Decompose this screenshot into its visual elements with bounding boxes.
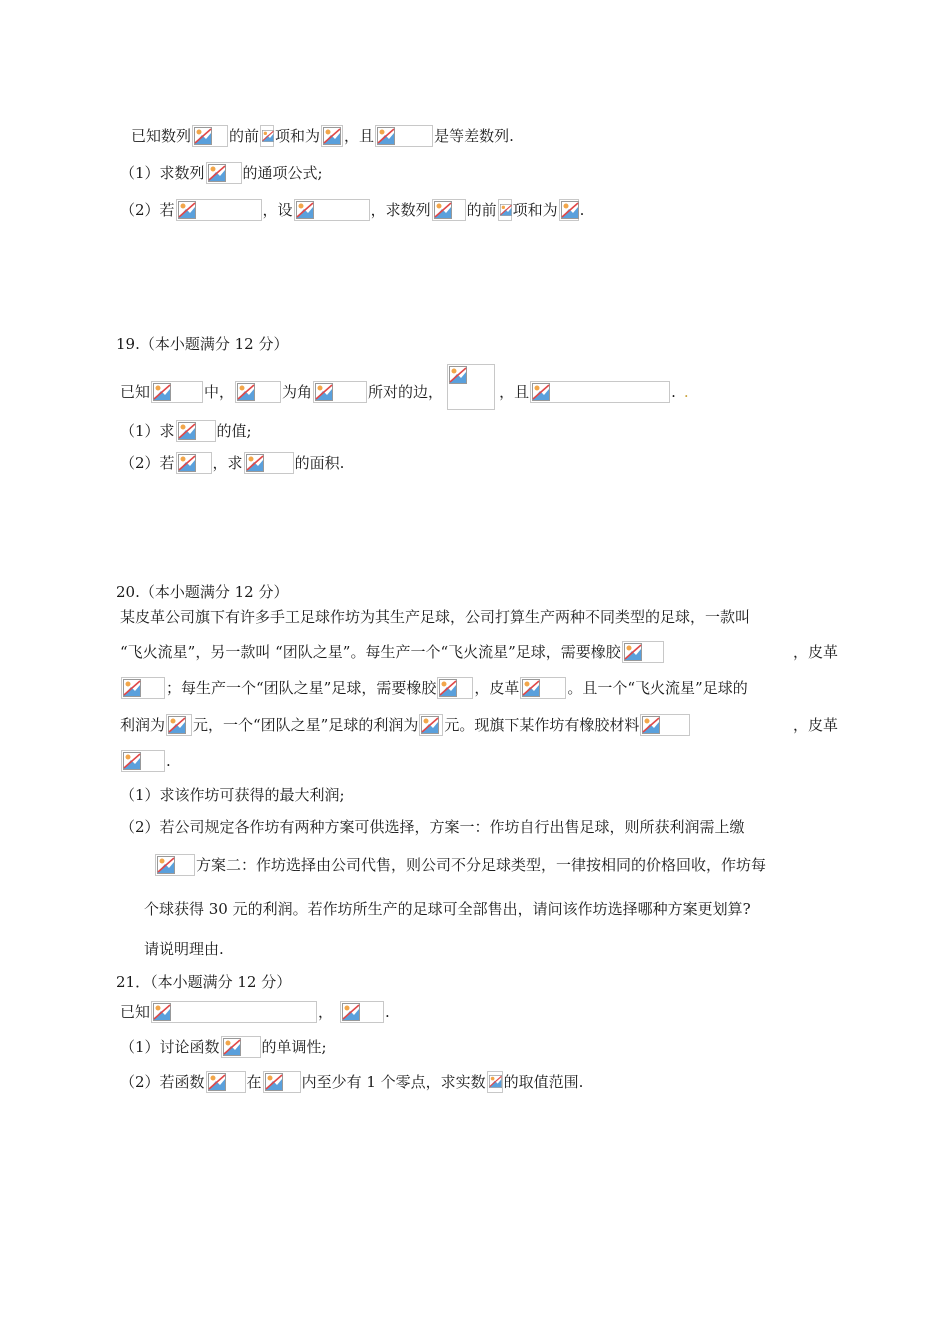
text: 已知数列 (131, 127, 192, 145)
q20-line2 (120, 640, 838, 664)
formula-image-icon (221, 1036, 261, 1058)
formula-image-icon (559, 199, 579, 221)
text: . (385, 1003, 390, 1021)
q18-part1-line (120, 161, 323, 185)
text: 某皮革公司旗下有许多手工足球作坊为其生产足球，公司打算生产两种不同类型的足球，一款叫 (120, 608, 751, 626)
formula-image-icon (321, 125, 343, 147)
formula-image-icon (498, 199, 512, 221)
q21-part1-line (120, 1035, 327, 1059)
formula-image-icon (121, 677, 165, 699)
text: （1）求该作坊可获得的最大利润; (120, 786, 345, 804)
formula-image-icon (313, 381, 367, 403)
text: 个球获得 30 元的利润。若作坊所生产的足球可全部售出，请问该作坊选择哪种方案更划算? (144, 900, 751, 918)
formula-image-icon (263, 1071, 301, 1093)
formula-image-icon (419, 714, 443, 736)
formula-image-icon (235, 381, 281, 403)
formula-image-icon (432, 199, 466, 221)
text: ，皮革 (792, 716, 838, 734)
text: ， (318, 1003, 334, 1021)
formula-image-icon (176, 452, 212, 474)
q19-part1-line (120, 419, 252, 443)
text: ；每生产一个“团队之星”足球，需要橡胶 (166, 679, 437, 697)
text: 的前 (466, 201, 497, 219)
q20-line4 (120, 713, 838, 737)
q20-line5 (120, 749, 171, 773)
formula-image-icon (487, 1071, 503, 1093)
q20-part2-line-d (144, 937, 224, 961)
text: ，且 (344, 127, 375, 145)
text: 的值; (216, 422, 252, 440)
q20-line1 (120, 605, 750, 629)
q19-part2-line (120, 451, 344, 475)
question-header: 19.（本小题满分 12 分） (116, 335, 289, 353)
q21-part2-line (120, 1070, 583, 1094)
text: 利润为 (120, 716, 166, 734)
text: 的通项公式; (242, 164, 323, 182)
text: 为角 (282, 383, 313, 401)
formula-image-icon (155, 854, 195, 876)
text: . (166, 752, 171, 770)
formula-image-icon (622, 641, 664, 663)
text: “飞火流星”，另一款叫 “团队之星”。每生产一个“飞火流星”足球，需要橡胶 (120, 643, 621, 661)
stray-mark: . (683, 383, 689, 401)
text: 项和为 (275, 127, 321, 145)
text: 的单调性; (261, 1038, 327, 1056)
question-header: 21．（本小题满分 12 分） (116, 973, 292, 991)
text: （2）若 (120, 201, 175, 219)
text: . (671, 383, 676, 401)
text: ，求数列 (370, 201, 431, 219)
q19-intro-line (120, 374, 689, 410)
formula-image-icon (176, 199, 262, 221)
text: 的面积. (294, 454, 345, 472)
text: （2）若函数 (120, 1073, 205, 1091)
formula-image-icon (294, 199, 370, 221)
question-header: 20.（本小题满分 12 分） (116, 583, 289, 601)
q19-header (116, 332, 288, 356)
formula-image-icon (244, 452, 294, 474)
text: 的前 (229, 127, 260, 145)
q20-line3 (120, 676, 748, 700)
text: ，设 (262, 201, 293, 219)
text: （2）若公司规定各作坊有两种方案可供选择，方案一：作坊自行出售足球，则所获利润需上缴 (120, 818, 745, 836)
text: 的取值范围. (503, 1073, 584, 1091)
text: 元，一个“团队之星”足球的利润为 (193, 716, 419, 734)
q20-part2-line-a (120, 815, 745, 839)
formula-image-icon (640, 714, 690, 736)
q21-header (116, 970, 291, 994)
text: 。且一个“飞火流星”足球的 (567, 679, 748, 697)
formula-image-icon (375, 125, 433, 147)
formula-image-icon (206, 162, 242, 184)
formula-image-icon (166, 714, 192, 736)
text: （1）求 (120, 422, 175, 440)
text: 内至少有 1 个零点，求实数 (301, 1073, 486, 1091)
formula-image-icon (447, 364, 495, 410)
q18-intro-line (131, 124, 514, 148)
formula-image-icon (340, 1001, 384, 1023)
text: （1）讨论函数 (120, 1038, 220, 1056)
text: 元。现旗下某作坊有橡胶材料 (444, 716, 640, 734)
formula-image-icon (192, 125, 228, 147)
q20-part1-line (120, 783, 345, 807)
text: 中， (204, 383, 235, 401)
text: 请说明理由. (144, 940, 224, 958)
formula-image-icon (260, 125, 274, 147)
text: 已知 (120, 383, 151, 401)
formula-image-icon (151, 1001, 317, 1023)
text: 在 (246, 1073, 262, 1091)
text: （1）求数列 (120, 164, 205, 182)
text: . (579, 201, 585, 219)
q21-intro-line (120, 1000, 390, 1024)
formula-image-icon (437, 677, 473, 699)
formula-image-icon (520, 677, 566, 699)
text: ，求 (212, 454, 243, 472)
formula-image-icon (206, 1071, 246, 1093)
text: ，且 (499, 383, 530, 401)
text: 已知 (120, 1003, 151, 1021)
text: 项和为 (512, 201, 558, 219)
formula-image-icon (151, 381, 203, 403)
formula-image-icon (176, 420, 216, 442)
formula-image-icon (530, 381, 670, 403)
text: ，皮革 (474, 679, 520, 697)
text: ，皮革 (792, 643, 838, 661)
text: （2）若 (120, 454, 175, 472)
q18-part2-line (120, 198, 584, 222)
q20-part2-line-c (144, 897, 751, 921)
text: 是等差数列. (434, 127, 514, 145)
q20-part2-line-b (154, 853, 766, 877)
text: 方案二：作坊选择由公司代售，则公司不分足球类型，一律按相同的价格回收，作坊每 (196, 856, 767, 874)
formula-image-icon (121, 750, 165, 772)
q20-header (116, 580, 288, 604)
text: 所对的边， (368, 383, 444, 401)
